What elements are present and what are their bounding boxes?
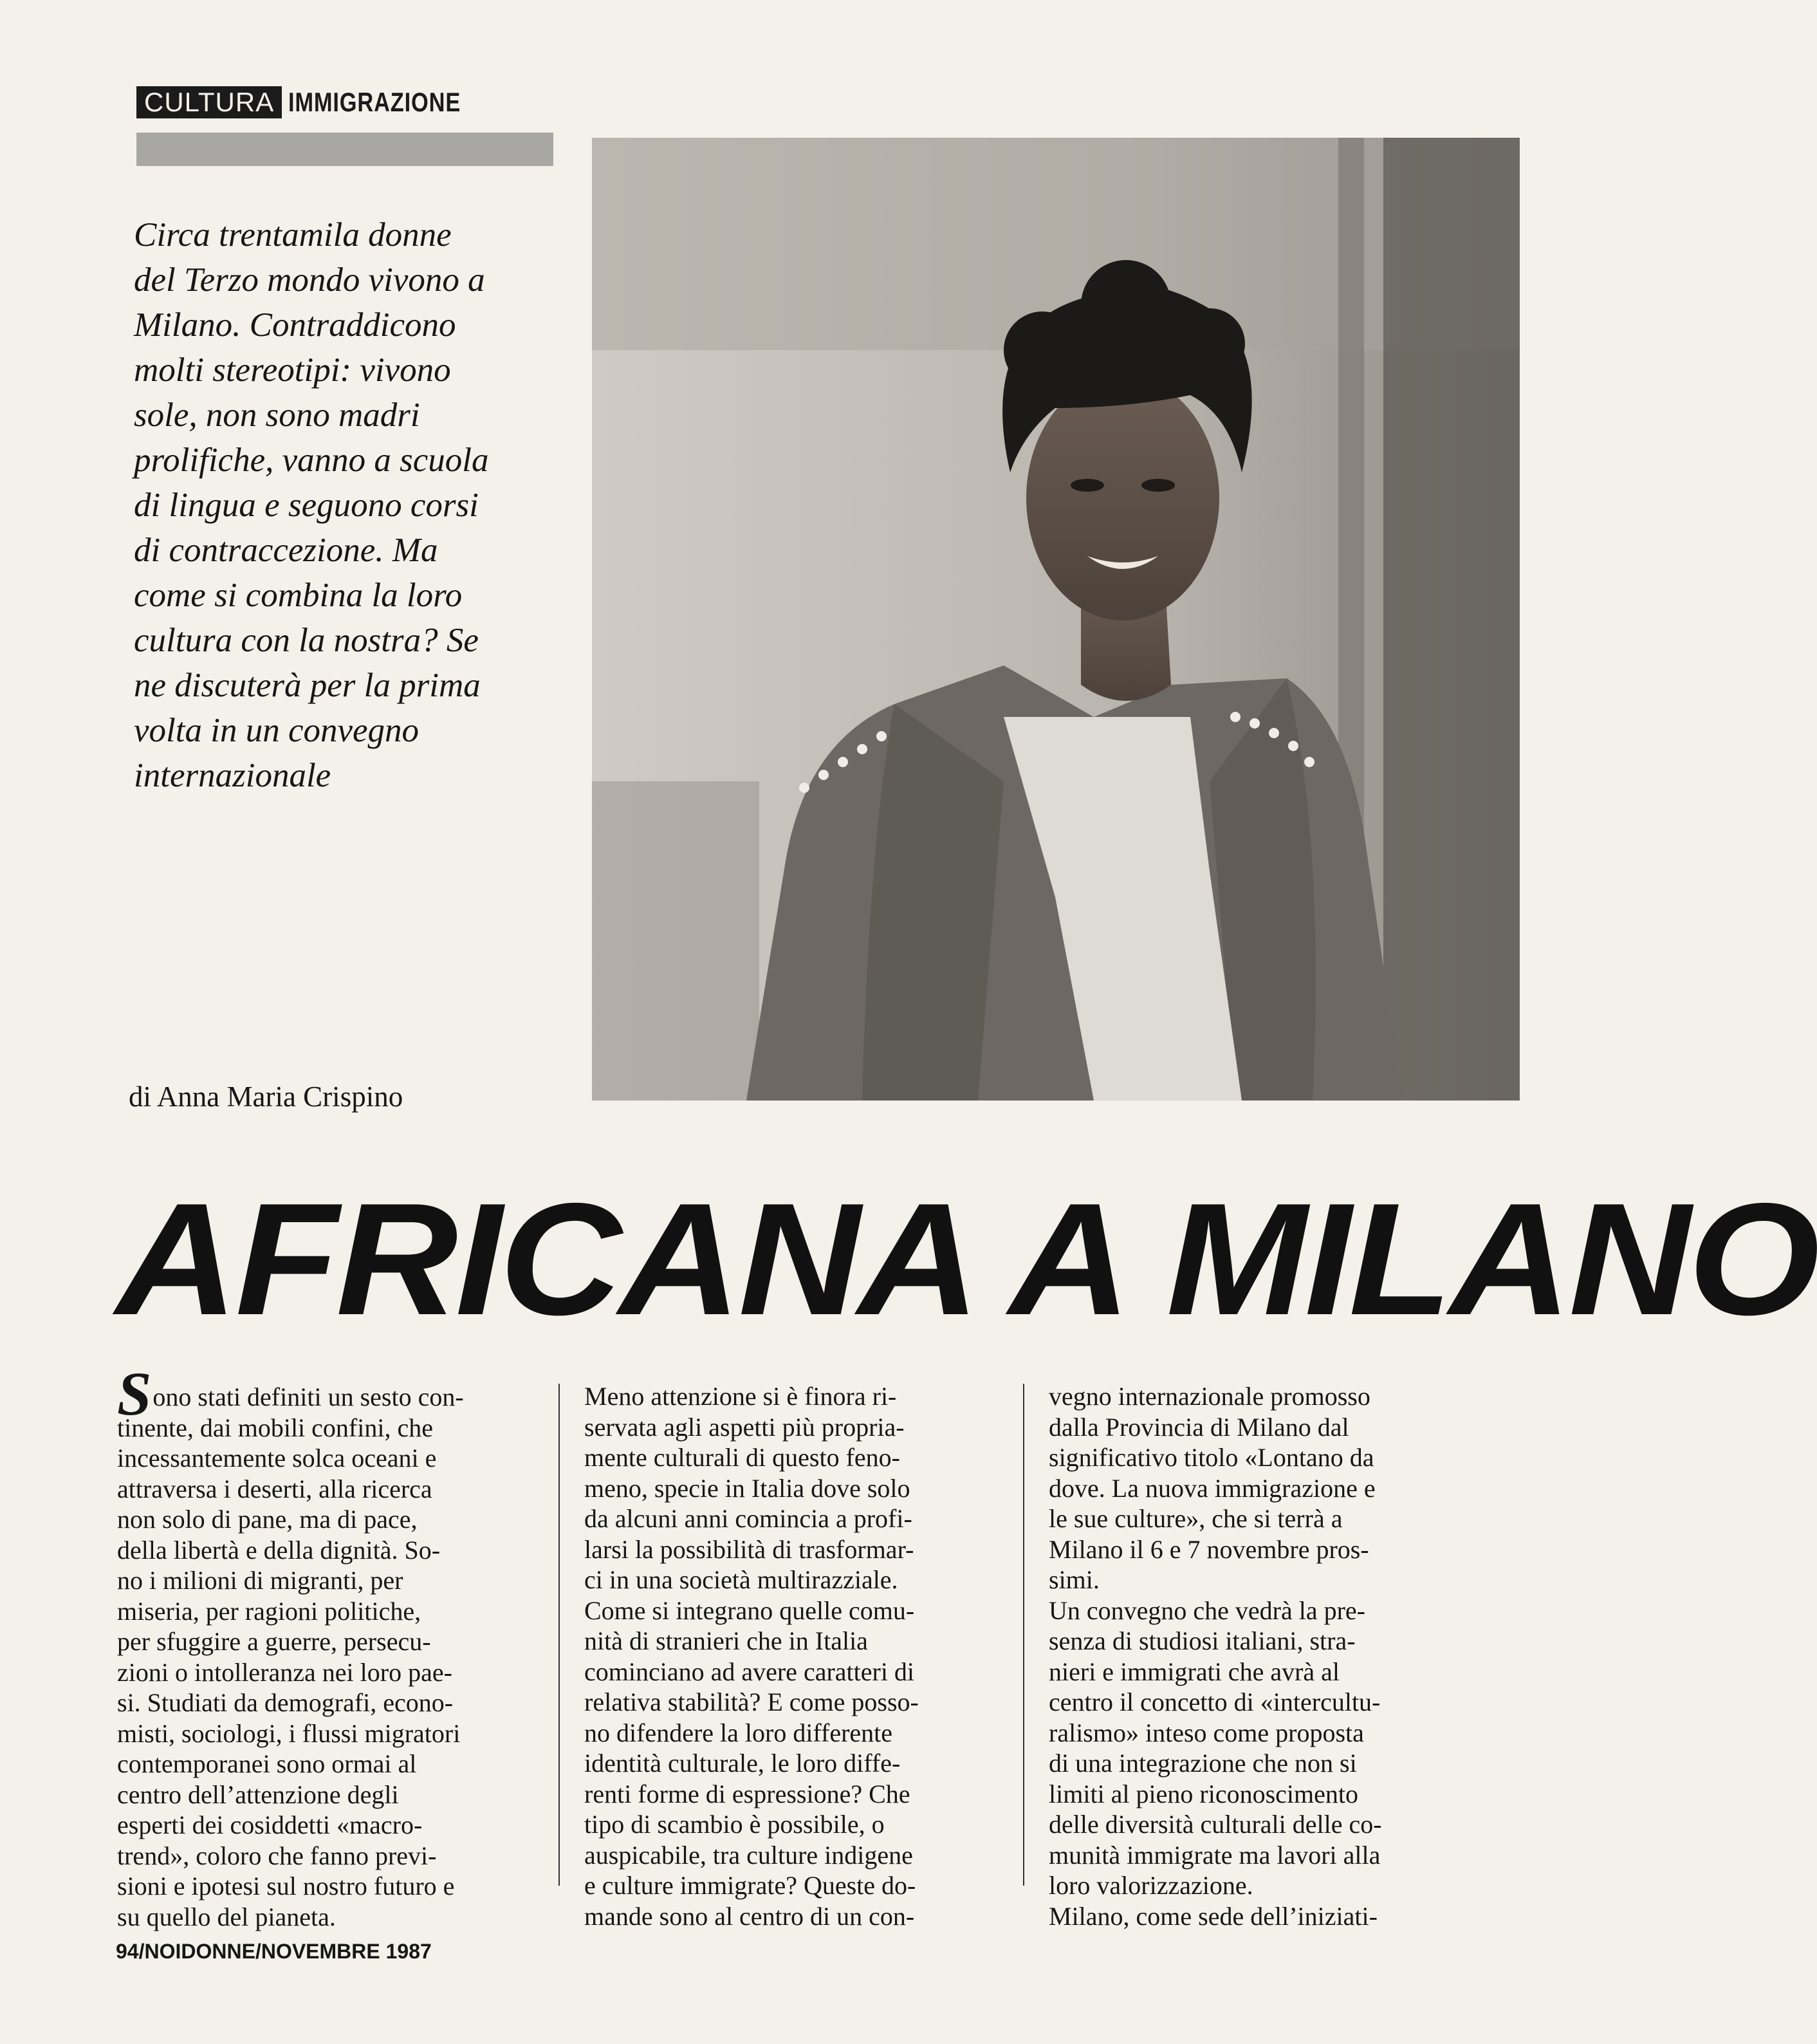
body-line: no difendere la loro differente <box>584 1718 893 1747</box>
body-line: loro valorizzazione. <box>1049 1871 1253 1900</box>
dek-line: come si combina la loro <box>134 577 463 614</box>
portrait-photo-icon <box>592 138 1520 1101</box>
body-line: auspicabile, tra culture indigene <box>584 1840 913 1870</box>
body-line: limiti al pieno riconoscimento <box>1049 1779 1359 1808</box>
body-line: simi. <box>1049 1565 1100 1594</box>
page-folio: 94/NOIDONNE/NOVEMBRE 1987 <box>116 1940 432 1963</box>
dek-line: sole, non sono madri <box>134 396 420 434</box>
dek-line: prolifiche, vanno a scuola <box>134 441 489 479</box>
body-line: le sue culture», che si terrà a <box>1049 1504 1343 1533</box>
body-line: identità culturale, le loro diffe- <box>584 1749 901 1778</box>
body-line: zioni o intolleranza nei loro pae- <box>117 1657 452 1687</box>
body-line: nità di stranieri che in Italia <box>584 1626 868 1655</box>
body-line: centro il concetto di «intercultu- <box>1049 1687 1381 1716</box>
body-line: da alcuni anni comincia a profi- <box>584 1504 912 1533</box>
body-line: tipo di scambio è possibile, o <box>584 1810 885 1839</box>
body-line: vegno internazionale promosso <box>1049 1382 1370 1411</box>
body-line: larsi la possibilità di trasformar- <box>584 1534 914 1564</box>
body-line: servata agli aspetti più propria- <box>584 1412 905 1442</box>
body-line: attraversa i deserti, alla ricerca <box>117 1474 432 1503</box>
column-rule <box>1023 1384 1024 1886</box>
body-line: munità immigrate ma lavori alla <box>1049 1840 1381 1870</box>
body-line: meno, specie in Italia dove solo <box>584 1473 910 1503</box>
dek-line: Milano. Contraddicono <box>134 306 456 344</box>
body-line: ono stati definiti un sesto con- <box>152 1382 464 1411</box>
dek-line: ne discuterà per la prima <box>134 667 481 704</box>
body-line: non solo di pane, ma di pace, <box>117 1505 418 1534</box>
body-line: mente culturali di questo feno- <box>584 1443 900 1472</box>
body-column-3 <box>1049 1381 1467 1931</box>
portrait-photo <box>592 138 1520 1101</box>
header-gray-band <box>136 133 553 166</box>
body-line: senza di studiosi italiani, stra- <box>1049 1626 1356 1655</box>
body-line: renti forme di espressione? Che <box>584 1779 910 1808</box>
body-line: Milano il 6 e 7 novembre pros- <box>1049 1534 1369 1564</box>
body-line: si. Studiati da demografi, econo- <box>117 1688 454 1717</box>
body-line: su quello del pianeta. <box>117 1902 336 1931</box>
dek-line: internazionale <box>134 757 331 794</box>
dek-line: molti stereotipi: vivono <box>134 351 451 389</box>
body-line: miseria, per ragioni politiche, <box>117 1596 421 1626</box>
body-line: misti, sociologi, i flussi migratori <box>117 1718 461 1748</box>
body-line: esperti dei cosiddetti «macro- <box>117 1810 423 1839</box>
dek-line: di lingua e seguono corsi <box>134 487 479 524</box>
body-line: dove. La nuova immigrazione e <box>1049 1473 1376 1503</box>
headline: AFRICANA A MILANO <box>116 1169 1817 1348</box>
body-line: cominciano ad avere caratteri di <box>584 1657 915 1686</box>
body-line: Come si integrano quelle comu- <box>584 1595 915 1625</box>
dek-line: cultura con la nostra? Se <box>134 622 479 659</box>
body-line: incessantemente solca oceani e <box>117 1444 437 1473</box>
body-line: Milano, come sede dell’iniziati- <box>1049 1901 1378 1931</box>
section-header <box>136 86 499 118</box>
drop-cap: S <box>117 1359 152 1428</box>
body-line: significativo titolo «Lontano da <box>1049 1443 1374 1472</box>
body-line: no i milioni di migranti, per <box>117 1566 403 1595</box>
show-through-text <box>566 193 573 223</box>
body-line: mande sono al centro di un con- <box>584 1901 915 1931</box>
body-line: relativa stabilità? E come posso- <box>584 1687 919 1716</box>
body-line: per sfuggire a guerre, persecu- <box>117 1627 431 1656</box>
column-rule <box>558 1384 560 1886</box>
body-line: Un convegno che vedrà la pre- <box>1049 1595 1365 1625</box>
body-line: delle diversità culturali delle co- <box>1049 1810 1382 1839</box>
article-dek <box>134 212 558 798</box>
body-line: contemporanei sono ormai al <box>117 1749 417 1778</box>
body-line: nieri e immigrati che avrà al <box>1049 1657 1340 1686</box>
body-line: della libertà e della dignità. So- <box>117 1535 441 1565</box>
dek-line: volta in un convegno <box>134 712 420 749</box>
body-line: e culture immigrate? Queste do- <box>584 1871 916 1900</box>
dek-line: del Terzo mondo vivono a <box>134 261 485 299</box>
dek-line: di contraccezione. Ma <box>134 532 438 569</box>
byline: di Anna Maria Crispino <box>129 1081 403 1113</box>
body-line: ralismo» inteso come proposta <box>1049 1718 1364 1747</box>
body-line: centro dell’attenzione degli <box>117 1779 399 1809</box>
body-line: trend», coloro che fanno previ- <box>117 1841 437 1870</box>
body-line: ci in una società multirazziale. <box>584 1565 898 1594</box>
body-line: tinente, dai mobili confini, che <box>117 1413 433 1442</box>
section-subtitle: IMMIGRAZIONE <box>288 87 461 117</box>
body-column-2 <box>584 1381 1002 1931</box>
dek-line: Circa trentamila donne <box>134 216 452 254</box>
body-line: di una integrazione che non si <box>1049 1749 1357 1778</box>
body-line: sioni e ipotesi sul nostro futuro e <box>117 1872 455 1900</box>
section-tag: CULTURA <box>136 86 282 118</box>
body-column-1 <box>117 1359 535 1932</box>
body-line: Meno attenzione si è finora ri- <box>584 1382 897 1411</box>
body-line: dalla Provincia di Milano dal <box>1049 1412 1349 1442</box>
